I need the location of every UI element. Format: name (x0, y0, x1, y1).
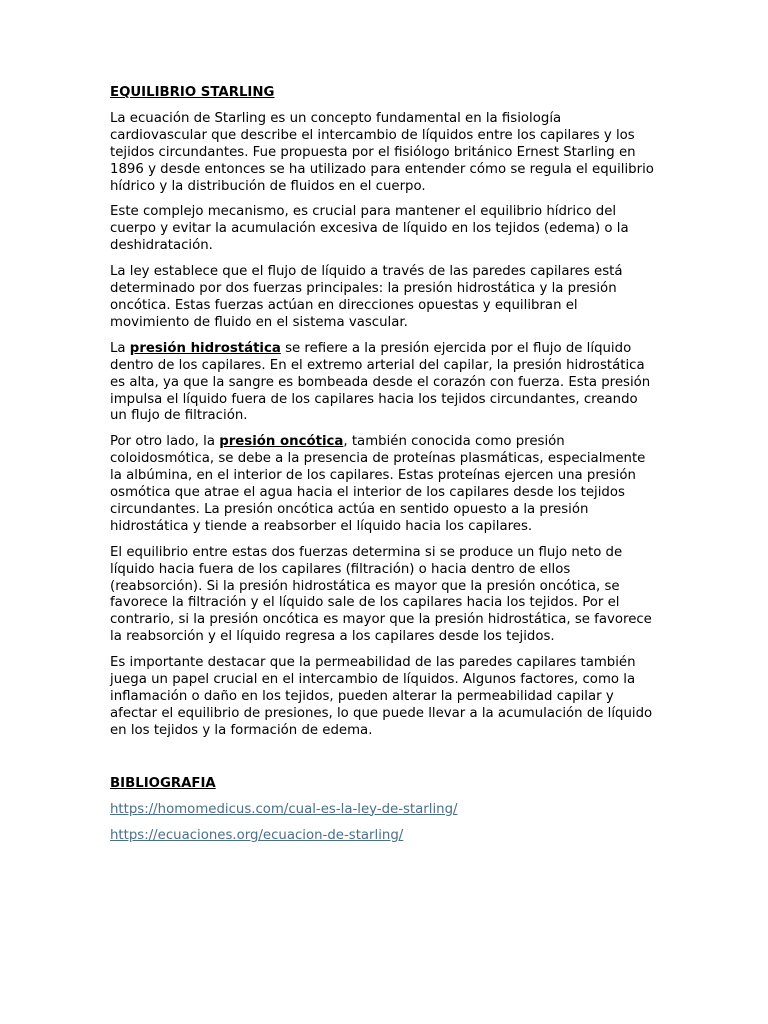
paragraph-hydrostatic (110, 341, 658, 426)
paragraph-law: La ley establece que el flujo de líquido a través de las paredes capilares está determinado por dos fuerzas principales: la presión hidrostática y la presión oncótica. Estas fuerzas actúan en direcciones opuestas y equilibran el movimiento de fluido en el sistema vascular. (110, 264, 623, 330)
paragraph-hydrostatic-lead: La (110, 340, 130, 356)
term-oncotic-pressure: presión oncótica (219, 434, 344, 450)
bibliography-title: BIBLIOGRAFIA (110, 775, 216, 791)
paragraph-permeability: Es importante destacar que la permeabilidad de las paredes capilares también juega un papel crucial en el intercambio de líquidos. Algunos factores, como la inflamación o daño en los tejidos, pueden alterar la permeabilidad capilar y afectar el equilibrio de presiones, lo que puede llevar a la acumulación de líquido en los tejidos y la formación de edema. (110, 655, 653, 738)
paragraph-hydrostatic-body: se refiere a la presión ejercida por el flujo de líquido dentro de los capilares. En el extremo arterial del capilar, la presión hidrostática es alta, ya que la sangre es bombeada desde el corazón con fuerza. Esta presión impulsa el líquido fuera de los capilares hacia los tejidos circundantes, creando un flujo de filtración. (110, 340, 651, 424)
document-title: EQUILIBRIO STARLING (110, 85, 275, 100)
paragraph-mechanism: Este complejo mecanismo, es crucial para mantener el equilibrio hídrico del cuerpo y evitar la acumulación excesiva de líquido en los tejidos (edema) o la deshidratación. (110, 204, 629, 254)
document-page (110, 85, 658, 853)
paragraph-oncotic (110, 434, 658, 535)
bibliography-link-ecuaciones[interactable]: https://ecuaciones.org/ecuacion-de-starling/ (110, 827, 404, 843)
paragraph-intro: La ecuación de Starling es un concepto fundamental en la fisiología cardiovascular que describe el intercambio de líquidos entre los capilares y los tejidos circundantes. Fue propuesta por el fisiólogo británico Ernest Starling en 1896 y desde entonces se ha utilizado para entender cómo se regula el equilibrio hídrico y la distribución de fluidos en el cuerpo. (110, 110, 654, 194)
term-hydrostatic-pressure: presión hidrostática (129, 340, 281, 356)
bibliography-link-homomedicus[interactable]: https://homomedicus.com/cual-es-la-ley-de-starling/ (110, 801, 458, 817)
paragraph-oncotic-lead: Por otro lado, la (110, 434, 220, 450)
paragraph-oncotic-body: , también conocida como presión coloidosmótica, se debe a la presencia de proteínas plasmáticas, especialmente la albúmina, en el interior de los capilares. Estas proteínas ejercen una presión osmótica que atrae el agua hacia el interior de los capilares desde los tejidos circundantes. La presión oncótica actúa en sentido opuesto a la presión hidrostática y tiende a reabsorber el líquido hacia los capilares. (110, 434, 646, 534)
paragraph-balance: El equilibrio entre estas dos fuerzas determina si se produce un flujo neto de líquido hacia fuera de los capilares (filtración) o hacia dentro de ellos (reabsorción). Si la presión hidrostática es mayor que la presión oncótica, se favorece la filtración y el líquido sale de los capilares hacia los tejidos. Por el contrario, si la presión oncótica es mayor que la presión hidrostática, se favorece la reabsorción y el líquido regresa a los capilares desde los tejidos. (110, 544, 652, 645)
